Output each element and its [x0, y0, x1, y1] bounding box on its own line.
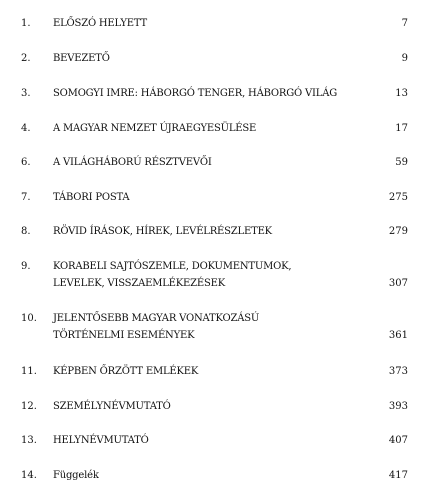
toc-entry-title: [53, 154, 373, 171]
toc-entry-number: 8.: [21, 226, 31, 237]
toc-entry-title: [53, 189, 373, 206]
toc-entry-page: 417: [388, 470, 408, 481]
toc-entry-title: [53, 223, 373, 240]
toc-entry-title-line: RÖVID ÍRÁSOK, HÍREK, LEVÉLRÉSZLETEK: [53, 226, 272, 237]
toc-entry-title-line: BEVEZETŐ: [53, 53, 110, 64]
toc-entry-title-line: SOMOGYI IMRE: HÁBORGÓ TENGER, HÁBORGÓ VILÁG: [53, 88, 338, 99]
toc-entry-page: 407: [388, 435, 408, 446]
toc-entry-title: [53, 467, 373, 484]
toc-entry-title-line: KÉPBEN ŐRZÖTT EMLÉKEK: [53, 366, 199, 377]
toc-entry-title: [53, 120, 373, 137]
toc-entry-page: 9: [401, 53, 408, 64]
toc-entry-page: 279: [388, 226, 408, 237]
toc-entry-page: 275: [388, 192, 408, 203]
toc-entry-title: [53, 50, 373, 67]
toc-entry-number: 1.: [21, 18, 31, 29]
toc-entry-title-line: HELYNÉVMUTATÓ: [53, 435, 149, 446]
toc-entry-title: [53, 310, 373, 344]
toc-entry-number: 12.: [21, 401, 37, 412]
toc-entry-title-line: ELŐSZÓ HELYETT: [53, 18, 147, 29]
toc-entry-page: 7: [401, 18, 408, 29]
toc-entry-title-line: KORABELI SAJTÓSZEMLE, DOKUMENTUMOK,: [53, 261, 292, 272]
toc-entry-number: 4.: [21, 123, 31, 134]
toc-entry-number: 9.: [21, 261, 31, 272]
toc-entry-title: [53, 432, 373, 449]
toc-entry-title: [53, 15, 373, 32]
toc-entry-page: 361: [388, 330, 408, 341]
toc-entry-number: 13.: [21, 435, 37, 446]
toc-entry-title-line: TÁBORI POSTA: [53, 192, 130, 203]
toc-entry-title: [53, 363, 373, 380]
toc-entry-number: 2.: [21, 53, 31, 64]
toc-entry-number: 10.: [21, 313, 37, 324]
toc-entry-number: 6.: [21, 157, 31, 168]
toc-entry-number: 11.: [21, 366, 37, 377]
toc-entry-title-line: SZEMÉLYNÉVMUTATÓ: [53, 401, 171, 412]
toc-entry-title: [53, 258, 373, 292]
toc-entry-page: 13: [395, 88, 408, 99]
toc-entry-page: 307: [388, 278, 408, 289]
toc-entry-title: [53, 85, 373, 102]
toc-entry-number: 7.: [21, 192, 31, 203]
toc-entry-title-line: A VILÁGHÁBORÚ RÉSZTVEVŐI: [53, 157, 212, 168]
toc-entry-title-line: A MAGYAR NEMZET ÚJRAEGYESÜLÉSE: [53, 123, 257, 134]
toc-entry-title-line: LEVELEK, VISSZAEMLÉKEZÉSEK: [53, 278, 226, 289]
toc-entry-number: 14.: [21, 470, 37, 481]
toc-entry-title: [53, 398, 373, 415]
toc-entry-page: 373: [388, 366, 408, 377]
toc-entry-title-line: JELENTŐSEBB MAGYAR VONATKOZÁSÚ: [53, 313, 260, 324]
toc-entry-title-line: Függelék: [53, 470, 99, 481]
toc-entry-title-line: TÖRTÉNELMI ESEMÉNYEK: [53, 330, 195, 341]
toc-entry-page: 393: [388, 401, 408, 412]
toc-entry-page: 59: [395, 157, 408, 168]
toc-entry-page: 17: [395, 123, 408, 134]
toc-entry-number: 3.: [21, 88, 31, 99]
